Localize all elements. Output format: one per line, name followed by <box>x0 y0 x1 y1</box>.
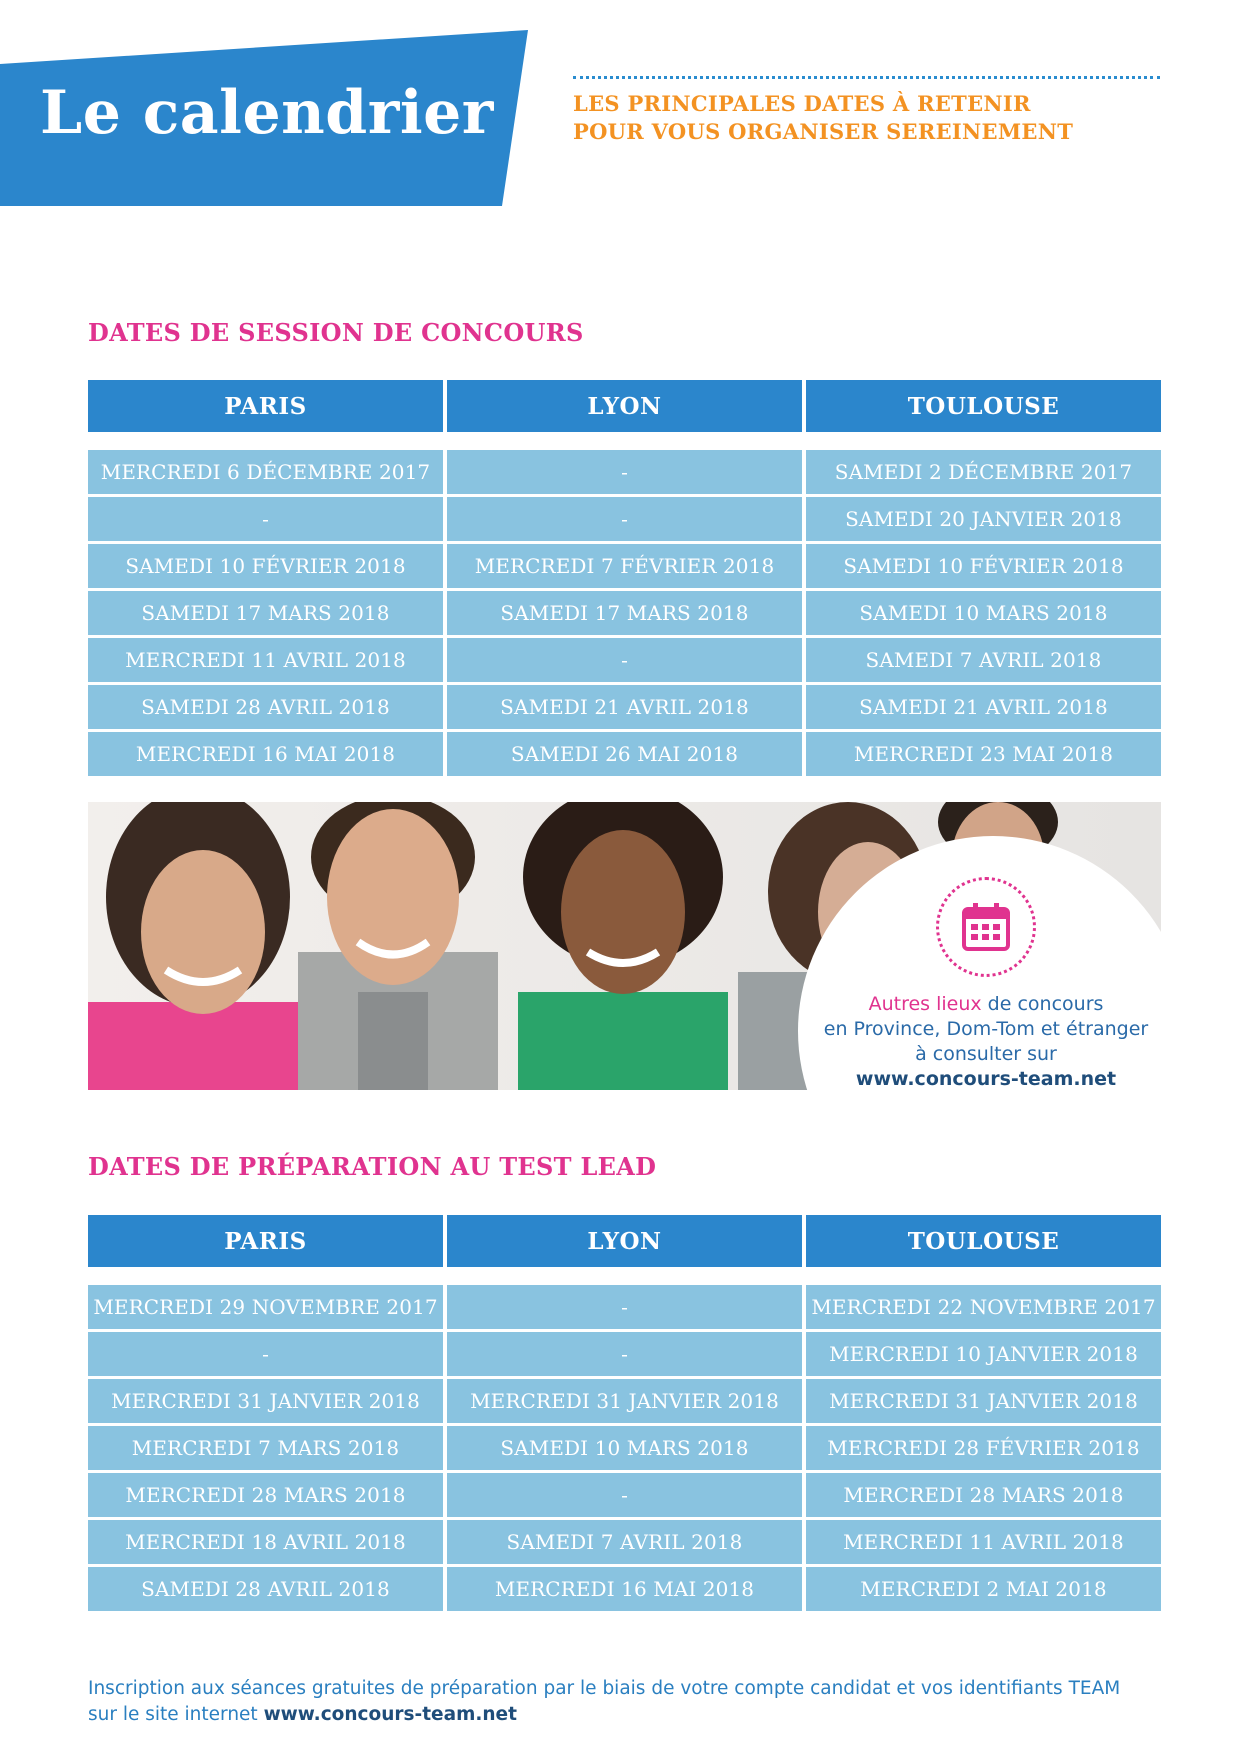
column-header: PARIS <box>88 380 443 432</box>
table-cell: SAMEDI 2 DÉCEMBRE 2017 <box>806 450 1161 494</box>
footer-line-2-prefix: sur le site internet <box>88 1704 264 1725</box>
subtitle-line-2: POUR VOUS ORGANISER SEREINEMENT <box>573 119 1074 144</box>
footer-note <box>88 1676 1178 1728</box>
table-cell: MERCREDI 28 FÉVRIER 2018 <box>806 1426 1161 1470</box>
footer-website-link[interactable]: www.concours-team.net <box>263 1704 517 1725</box>
footer-line-2 <box>88 1702 1178 1728</box>
column-header: TOULOUSE <box>806 380 1161 432</box>
table-row <box>88 591 1161 635</box>
preparation-table-header <box>88 1215 1161 1267</box>
table-row <box>88 1567 1161 1611</box>
table-cell: MERCREDI 31 JANVIER 2018 <box>88 1379 443 1423</box>
table-cell: - <box>88 1332 443 1376</box>
table-cell: SAMEDI 10 MARS 2018 <box>806 591 1161 635</box>
dotted-divider <box>573 76 1160 79</box>
aside-line-1 <box>800 992 1172 1017</box>
aside-line-3: à consulter sur <box>915 1043 1057 1065</box>
table-row <box>88 544 1161 588</box>
preparation-table <box>88 1215 1161 1601</box>
table-cell: SAMEDI 26 MAI 2018 <box>447 732 802 776</box>
table-row <box>88 732 1161 776</box>
table-cell: MERCREDI 11 AVRIL 2018 <box>88 638 443 682</box>
table-cell: MERCREDI 28 MARS 2018 <box>88 1473 443 1517</box>
aside-line-1-rest: de concours <box>981 993 1104 1015</box>
other-locations-note <box>800 992 1172 1092</box>
table-cell: MERCREDI 10 JANVIER 2018 <box>806 1332 1161 1376</box>
table-cell: MERCREDI 6 DÉCEMBRE 2017 <box>88 450 443 494</box>
table-cell: MERCREDI 16 MAI 2018 <box>447 1567 802 1611</box>
table-cell: MERCREDI 18 AVRIL 2018 <box>88 1520 443 1564</box>
table-row <box>88 638 1161 682</box>
table-cell: SAMEDI 21 AVRIL 2018 <box>806 685 1161 729</box>
page-subtitle <box>573 90 1073 146</box>
table-cell: - <box>447 1285 802 1329</box>
table-cell: SAMEDI 10 MARS 2018 <box>447 1426 802 1470</box>
table-cell: MERCREDI 7 FÉVRIER 2018 <box>447 544 802 588</box>
table-cell: - <box>447 638 802 682</box>
table-row <box>88 1332 1161 1376</box>
table-cell: MERCREDI 22 NOVEMBRE 2017 <box>806 1285 1161 1329</box>
table-cell: SAMEDI 17 MARS 2018 <box>447 591 802 635</box>
table-row <box>88 1473 1161 1517</box>
table-cell: MERCREDI 31 JANVIER 2018 <box>806 1379 1161 1423</box>
table-cell: SAMEDI 17 MARS 2018 <box>88 591 443 635</box>
aside-line-2: en Province, Dom-Tom et étranger <box>823 1018 1149 1040</box>
table-cell: SAMEDI 7 AVRIL 2018 <box>806 638 1161 682</box>
table-cell: MERCREDI 11 AVRIL 2018 <box>806 1520 1161 1564</box>
table-cell: - <box>447 450 802 494</box>
table-cell: SAMEDI 20 JANVIER 2018 <box>806 497 1161 541</box>
table-cell: MERCREDI 2 MAI 2018 <box>806 1567 1161 1611</box>
calendar-badge <box>936 877 1036 977</box>
table-row <box>88 1379 1161 1423</box>
session-section-title: DATES DE SESSION DE CONCOURS <box>88 318 584 347</box>
calendar-icon <box>961 902 1011 952</box>
aside-website-link[interactable]: www.concours-team.net <box>855 1068 1117 1090</box>
table-cell: MERCREDI 23 MAI 2018 <box>806 732 1161 776</box>
session-table-body <box>88 450 1161 779</box>
table-cell: - <box>447 1332 802 1376</box>
table-row <box>88 685 1161 729</box>
table-cell: SAMEDI 28 AVRIL 2018 <box>88 685 443 729</box>
table-cell: MERCREDI 16 MAI 2018 <box>88 732 443 776</box>
table-cell: SAMEDI 10 FÉVRIER 2018 <box>806 544 1161 588</box>
table-row <box>88 1285 1161 1329</box>
preparation-table-body <box>88 1285 1161 1614</box>
table-cell: MERCREDI 31 JANVIER 2018 <box>447 1379 802 1423</box>
column-header: LYON <box>447 380 802 432</box>
table-cell: SAMEDI 28 AVRIL 2018 <box>88 1567 443 1611</box>
footer-line-1: Inscription aux séances gratuites de préparation par le biais de votre compte candidat et vos identifiants TEAM <box>88 1678 1121 1699</box>
preparation-section-title: DATES DE PRÉPARATION AU TEST LEAD <box>88 1152 657 1181</box>
session-table <box>88 380 1161 766</box>
table-row <box>88 497 1161 541</box>
table-cell: MERCREDI 28 MARS 2018 <box>806 1473 1161 1517</box>
table-row <box>88 450 1161 494</box>
subtitle-line-1: LES PRINCIPALES DATES À RETENIR <box>573 91 1031 116</box>
table-row <box>88 1520 1161 1564</box>
column-header: PARIS <box>88 1215 443 1267</box>
table-cell: MERCREDI 7 MARS 2018 <box>88 1426 443 1470</box>
column-header: LYON <box>447 1215 802 1267</box>
table-cell: - <box>447 1473 802 1517</box>
column-header: TOULOUSE <box>806 1215 1161 1267</box>
table-cell: - <box>88 497 443 541</box>
aside-highlight: Autres lieux <box>868 993 982 1015</box>
table-cell: MERCREDI 29 NOVEMBRE 2017 <box>88 1285 443 1329</box>
table-cell: - <box>447 497 802 541</box>
session-table-header <box>88 380 1161 432</box>
page-title: Le calendrier <box>40 78 494 148</box>
table-row <box>88 1426 1161 1470</box>
table-cell: SAMEDI 21 AVRIL 2018 <box>447 685 802 729</box>
table-cell: SAMEDI 7 AVRIL 2018 <box>447 1520 802 1564</box>
table-cell: SAMEDI 10 FÉVRIER 2018 <box>88 544 443 588</box>
